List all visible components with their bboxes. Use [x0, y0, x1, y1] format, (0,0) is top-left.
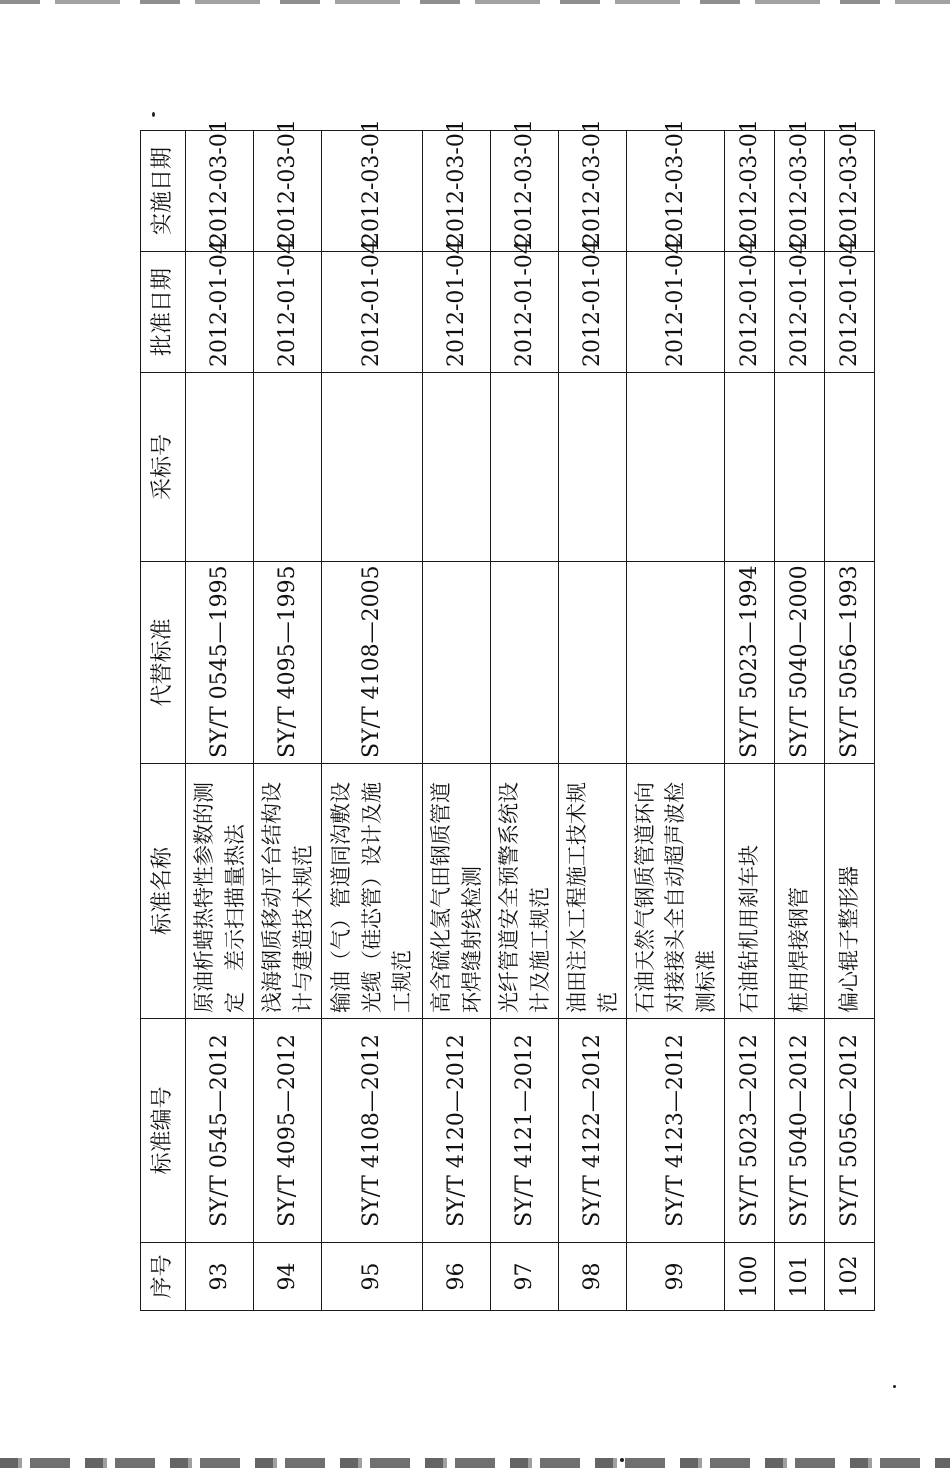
cell-replaced: SY/T 0545—1995	[186, 562, 254, 764]
standards-table	[140, 119, 875, 1311]
table-row	[775, 131, 825, 1311]
cell-name: 浅海钢质移动平台结构设计与建造技术规范	[254, 764, 322, 1019]
cell-code: SY/T 4121—2012	[491, 1019, 559, 1243]
cell-adopted	[322, 373, 423, 562]
scan-edge-top	[0, 0, 950, 4]
cell-seq: 102	[825, 1243, 875, 1311]
cell-seq: 101	[775, 1243, 825, 1311]
cell-code: SY/T 4095—2012	[254, 1019, 322, 1243]
cell-replaced: SY/T 4095—1995	[254, 562, 322, 764]
cell-approved: 2012-01-04	[559, 252, 627, 373]
cell-approved: 2012-01-04	[627, 252, 725, 373]
table-row	[491, 131, 559, 1311]
cell-adopted	[186, 373, 254, 562]
cell-approved: 2012-01-04	[825, 252, 875, 373]
table-row	[725, 131, 775, 1311]
header-name: 标准名称	[141, 764, 186, 1019]
cell-approved: 2012-01-04	[423, 252, 491, 373]
cell-effective: 2012-03-01	[322, 131, 423, 252]
cell-effective: 2012-03-01	[491, 131, 559, 252]
table-header-row	[141, 131, 186, 1311]
cell-name: 高含硫化氢气田钢质管道环焊缝射线检测	[423, 764, 491, 1019]
cell-approved: 2012-01-04	[322, 252, 423, 373]
cell-seq: 95	[322, 1243, 423, 1311]
scan-speck	[152, 112, 155, 117]
cell-name: 油田注水工程施工技术规范	[559, 764, 627, 1019]
cell-name: 光纤管道安全预警系统设计及施工规范	[491, 764, 559, 1019]
cell-adopted	[423, 373, 491, 562]
cell-replaced: SY/T 5056—1993	[825, 562, 875, 764]
cell-adopted	[725, 373, 775, 562]
header-replaced: 代替标准	[141, 562, 186, 764]
cell-code: SY/T 5056—2012	[825, 1019, 875, 1243]
cell-effective: 2012-03-01	[186, 131, 254, 252]
cell-effective: 2012-03-01	[725, 131, 775, 252]
cell-replaced: SY/T 4108—2005	[322, 562, 423, 764]
cell-replaced: SY/T 5023—1994	[725, 562, 775, 764]
cell-code: SY/T 0545—2012	[186, 1019, 254, 1243]
rotated-table-wrapper	[140, 119, 867, 1311]
cell-seq: 98	[559, 1243, 627, 1311]
header-seq: 序号	[141, 1243, 186, 1311]
cell-effective: 2012-03-01	[423, 131, 491, 252]
cell-seq: 93	[186, 1243, 254, 1311]
cell-effective: 2012-03-01	[254, 131, 322, 252]
scan-edge-bottom	[0, 1458, 950, 1468]
table-row	[254, 131, 322, 1311]
cell-approved: 2012-01-04	[775, 252, 825, 373]
cell-approved: 2012-01-04	[254, 252, 322, 373]
cell-replaced: SY/T 5040—2000	[775, 562, 825, 764]
cell-replaced	[423, 562, 491, 764]
cell-effective: 2012-03-01	[775, 131, 825, 252]
cell-name: 原油析蜡热特性参数的测定 差示扫描量热法	[186, 764, 254, 1019]
cell-code: SY/T 4108—2012	[322, 1019, 423, 1243]
cell-seq: 99	[627, 1243, 725, 1311]
scan-speck	[620, 1458, 624, 1462]
cell-code: SY/T 5023—2012	[725, 1019, 775, 1243]
table-row	[825, 131, 875, 1311]
scan-speck	[893, 1385, 896, 1388]
table-row	[423, 131, 491, 1311]
cell-adopted	[627, 373, 725, 562]
cell-seq: 97	[491, 1243, 559, 1311]
cell-replaced	[627, 562, 725, 764]
cell-name: 石油天然气钢质管道环向对接接头全自动超声波检测标准	[627, 764, 725, 1019]
cell-seq: 100	[725, 1243, 775, 1311]
cell-code: SY/T 4122—2012	[559, 1019, 627, 1243]
cell-code: SY/T 4120—2012	[423, 1019, 491, 1243]
table-row	[627, 131, 725, 1311]
cell-approved: 2012-01-04	[186, 252, 254, 373]
cell-name: 输油（气）管道同沟敷设光缆（硅芯管）设计及施工规范	[322, 764, 423, 1019]
header-effective: 实施日期	[141, 131, 186, 252]
cell-effective: 2012-03-01	[627, 131, 725, 252]
header-code: 标准编号	[141, 1019, 186, 1243]
cell-approved: 2012-01-04	[725, 252, 775, 373]
cell-code: SY/T 4123—2012	[627, 1019, 725, 1243]
cell-replaced	[491, 562, 559, 764]
cell-seq: 96	[423, 1243, 491, 1311]
cell-seq: 94	[254, 1243, 322, 1311]
cell-approved: 2012-01-04	[491, 252, 559, 373]
cell-effective: 2012-03-01	[559, 131, 627, 252]
cell-name: 桩用焊接钢管	[775, 764, 825, 1019]
cell-adopted	[254, 373, 322, 562]
table-row	[559, 131, 627, 1311]
table-row	[186, 131, 254, 1311]
cell-adopted	[825, 373, 875, 562]
cell-replaced	[559, 562, 627, 764]
header-approved: 批准日期	[141, 252, 186, 373]
header-adopted: 采标号	[141, 373, 186, 562]
cell-name: 偏心辊子整形器	[825, 764, 875, 1019]
cell-name: 石油钻机用刹车块	[725, 764, 775, 1019]
cell-adopted	[775, 373, 825, 562]
cell-adopted	[491, 373, 559, 562]
cell-code: SY/T 5040—2012	[775, 1019, 825, 1243]
cell-adopted	[559, 373, 627, 562]
cell-effective: 2012-03-01	[825, 131, 875, 252]
table-row	[322, 131, 423, 1311]
